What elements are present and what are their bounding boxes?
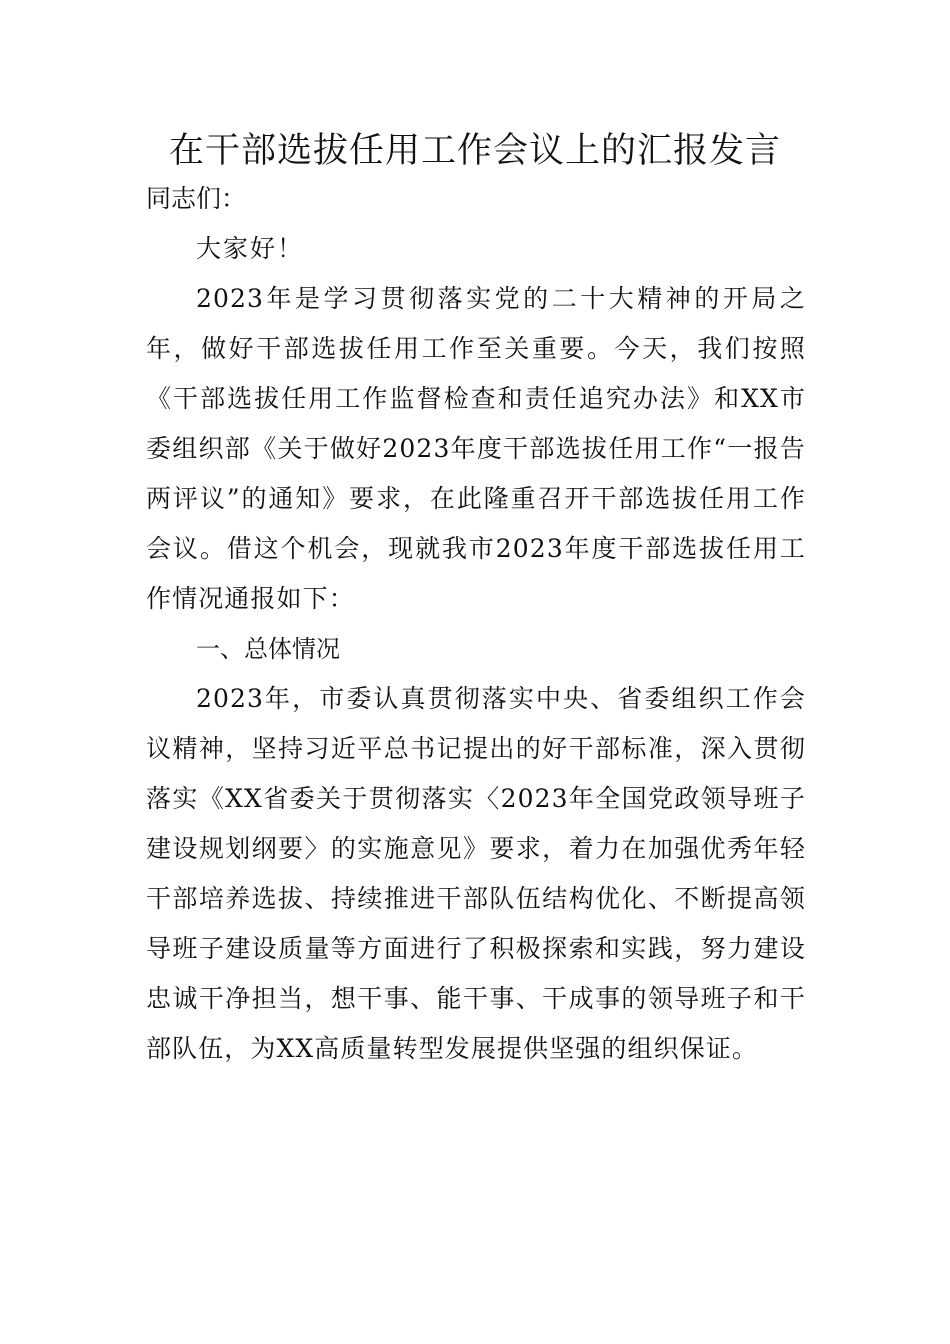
greeting: 大家好！ bbox=[196, 234, 305, 263]
salutation: 同志们： bbox=[146, 184, 247, 213]
intro-paragraph: 2023年是学习贯彻落实党的二十大精神的开局之年，做好干部选拔任用工作至关重要。今天，我们按照《干部选拔任用工作监督检查和责任追究办法》和XX市委组织部《关于做好2023年度干部选拔任用工作“一报告两评议”的通知》要求，在此隆重召开干部选拔任用工作会议。借这个机会，现就我市2023年度干部选拔任用工作情况通报如下： bbox=[146, 284, 806, 613]
document-body bbox=[146, 174, 806, 1074]
section-paragraph: 2023年，市委认真贯彻落实中央、省委组织工作会议精神，坚持习近平总书记提出的好干部标准，深入贯彻落实《XX省委关于贯彻落实〈2023年全国党政领导班子建设规划纲要〉的实施意见》要求，着力在加强优秀年轻干部培养选拔、持续推进干部队伍结构优化、不断提高领导班子建设质量等方面进行了积极探索和实践，努力建设忠诚干净担当，想干事、能干事、干成事的领导班子和干部队伍，为XX高质量转型发展提供坚强的组织保证。 bbox=[146, 684, 806, 1063]
document-title: 在干部选拔任用工作会议上的汇报发言 bbox=[168, 131, 781, 171]
section-heading: 一、总体情况 bbox=[196, 635, 340, 663]
